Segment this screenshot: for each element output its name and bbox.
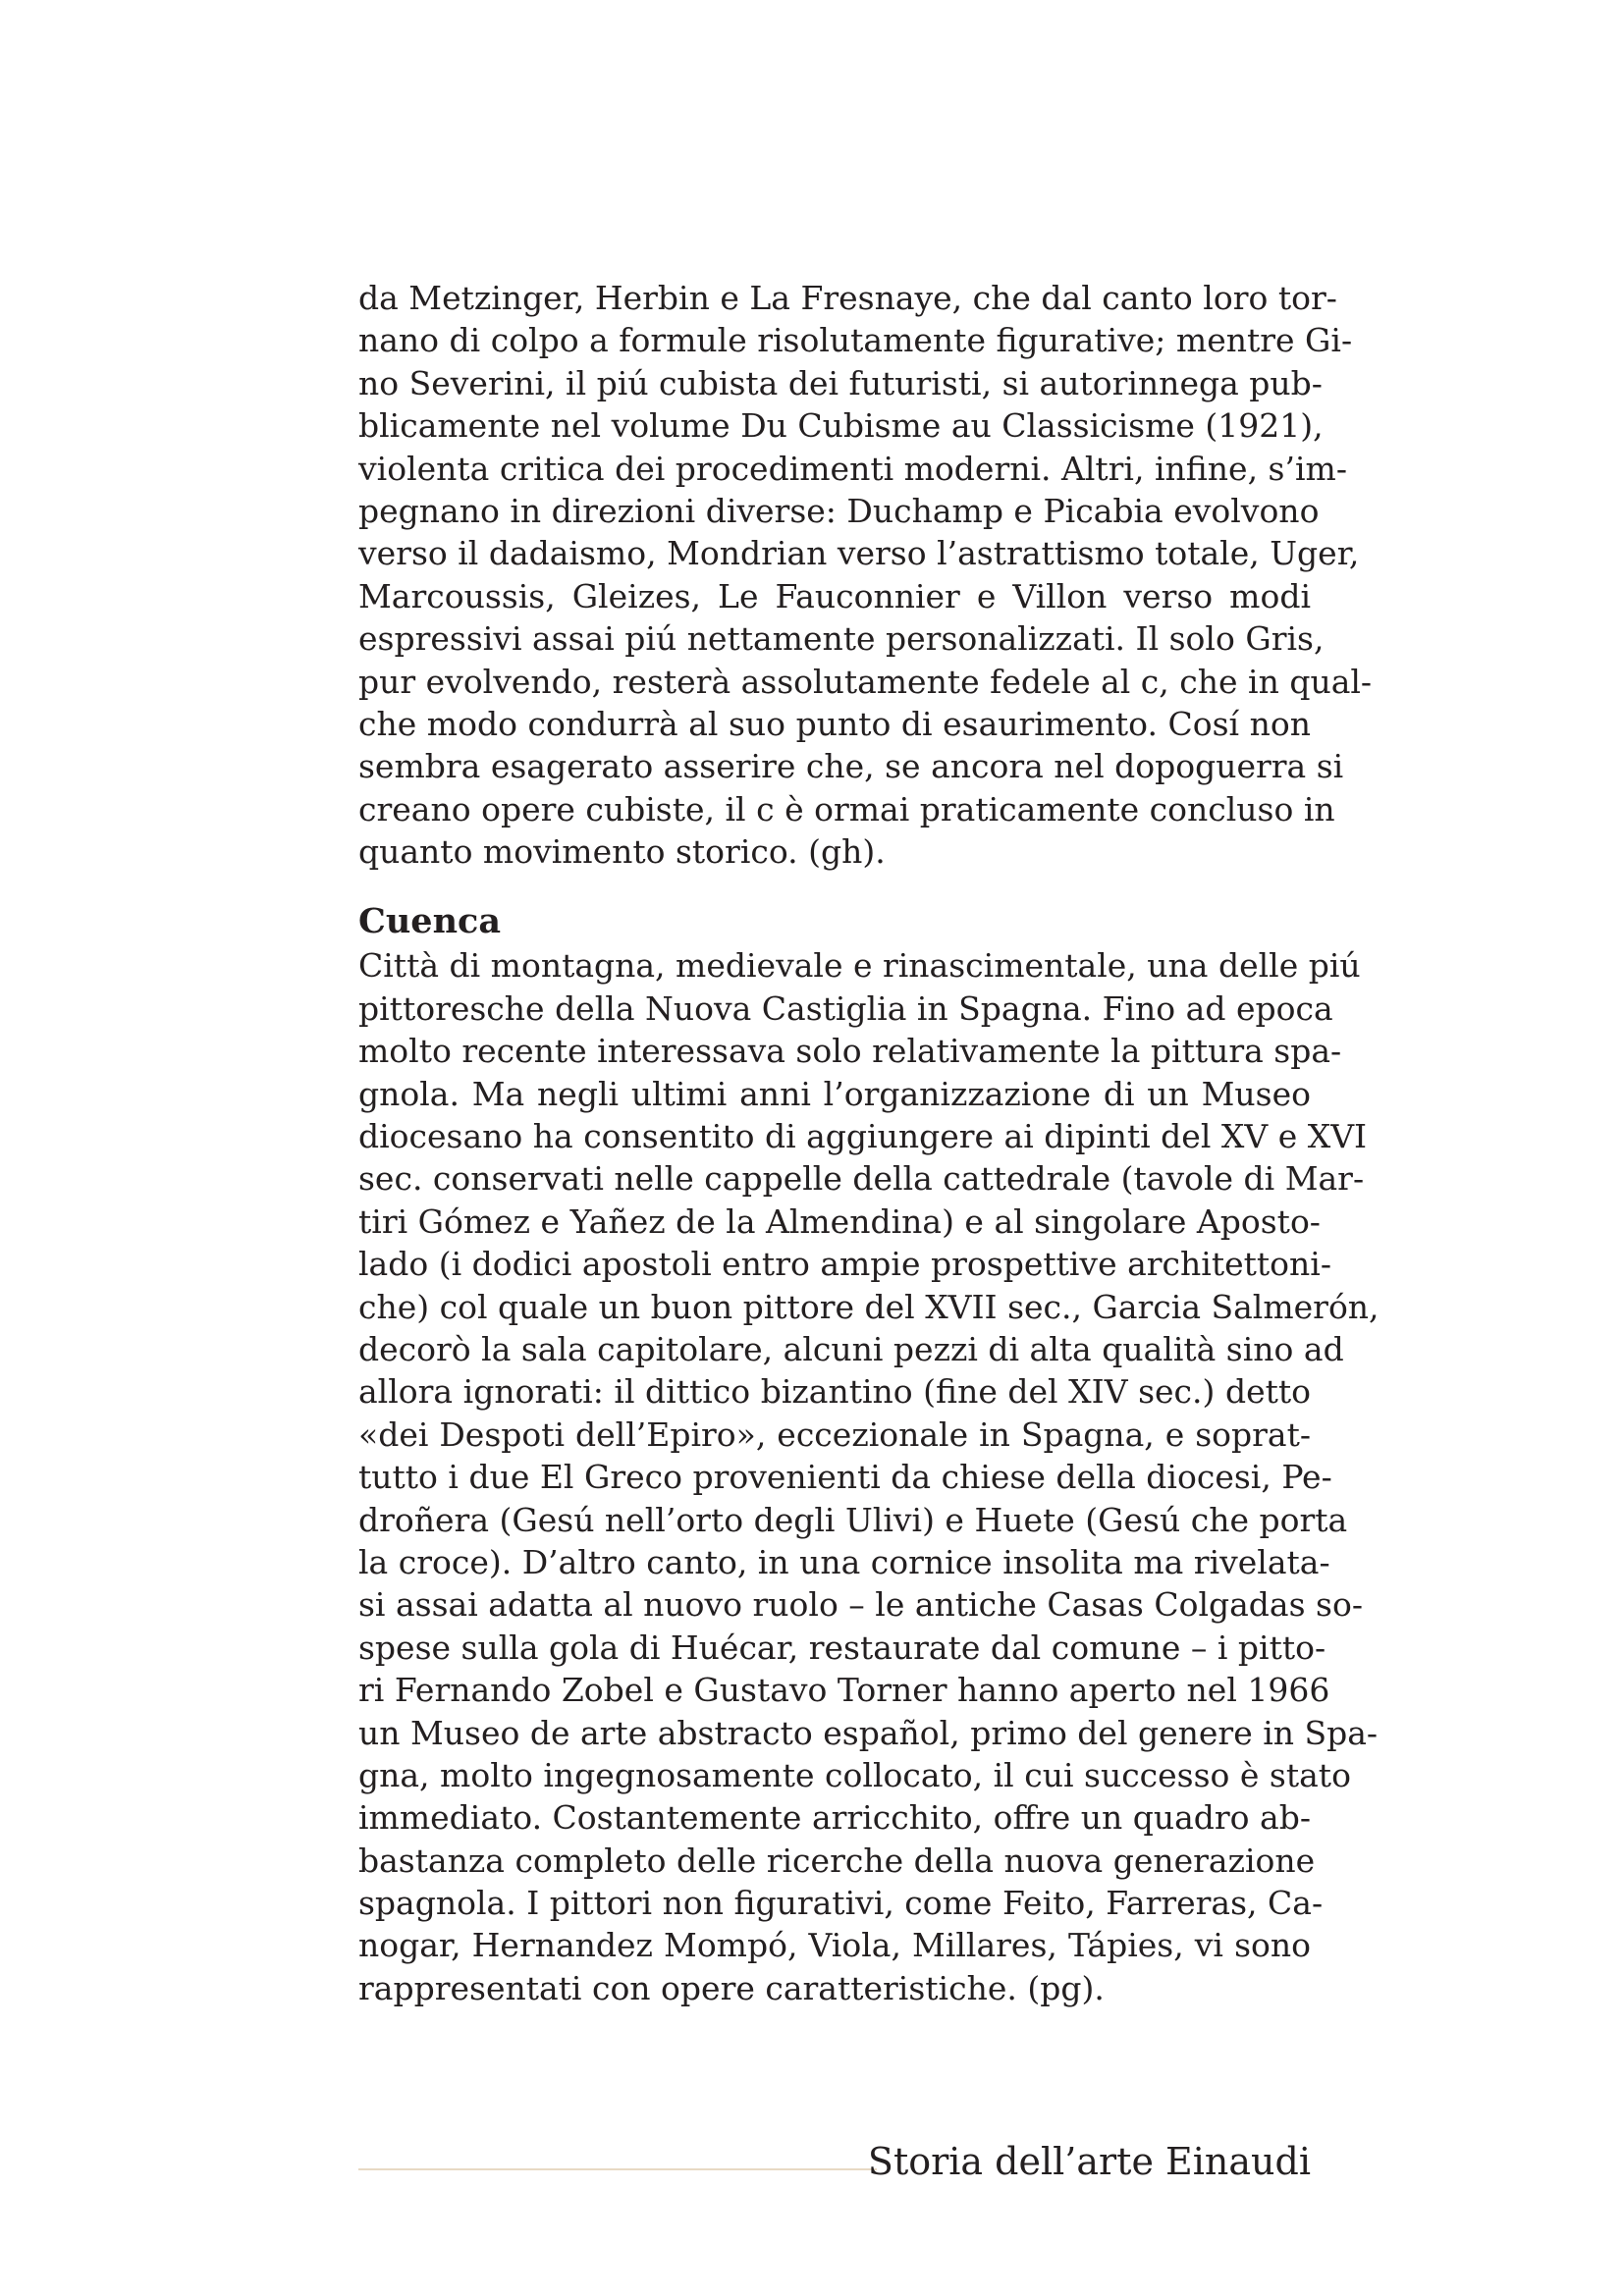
text-line: espressivi assai piú nettamente personalizzati. Il solo Gris, xyxy=(358,619,1325,659)
text-line: blicamente nel volume Du Cubisme au Classicisme (1921), xyxy=(358,406,1324,446)
text-line: violenta critica dei procedimenti moderni. Altri, infine, s’im- xyxy=(358,449,1347,488)
entry-continuation xyxy=(358,277,1373,873)
text-line: tutto i due El Greco provenienti da chiese della diocesi, Pe- xyxy=(358,1458,1332,1497)
text-line: nogar, Hernandez Mompó, Viola, Millares, Tápies, vi sono xyxy=(358,1926,1311,1965)
text-line: un Museo de arte abstracto español, primo del genere in Spa- xyxy=(358,1713,1379,1752)
text-line: spese sulla gola di Huécar, restaurate dal comune – i pitto- xyxy=(358,1628,1326,1667)
text-line: pur evolvendo, resterà assolutamente fedele al c, che in qual- xyxy=(358,662,1373,701)
text-line: gna, molto ingegnosamente collocato, il cui successo è stato xyxy=(358,1755,1351,1794)
text-line: che modo condurrà al suo punto di esaurimento. Cosí non xyxy=(358,704,1311,743)
text-line: pittoresche della Nuova Castiglia in Spagna. Fino ad epoca xyxy=(358,988,1333,1028)
text-line: gnola. Ma negli ultimi anni l’organizzazione di un Museo xyxy=(358,1074,1311,1113)
text-line: molto recente interessava solo relativamente la pittura spa- xyxy=(358,1032,1342,1071)
text-line: la croce). D’altro canto, in una cornice insolita ma rivelata- xyxy=(358,1542,1330,1581)
text-line: sec. conservati nelle cappelle della cattedrale (tavole di Mar- xyxy=(358,1159,1365,1199)
footer-title: Storia dell’arte Einaudi xyxy=(867,2140,1311,2183)
text-line: verso il dadaismo, Mondrian verso l’astrattismo totale, Uger, xyxy=(358,534,1360,573)
text-line: lado (i dodici apostoli entro ampie prospettive architettoni- xyxy=(358,1245,1331,1284)
text-line: tiri Gómez e Yañez de la Almendina) e al singolare Aposto- xyxy=(358,1201,1321,1241)
text-line: decorò la sala capitolare, alcuni pezzi di alta qualità sino ad xyxy=(358,1329,1344,1368)
text-line: nano di colpo a formule risolutamente figurative; mentre Gi- xyxy=(358,321,1353,360)
text-line: che) col quale un buon pittore del XVII sec., Garcia Salmerón, xyxy=(358,1287,1380,1326)
entry-cuenca-body xyxy=(358,944,1380,2009)
text-line: immediato. Costantemente arricchito, offre un quadro ab- xyxy=(358,1798,1311,1838)
text-line: droñera (Gesú nell’orto degli Ulivi) e Huete (Gesú che porta xyxy=(358,1500,1348,1539)
text-line: creano opere cubiste, il c è ormai praticamente concluso in xyxy=(358,789,1335,828)
text-line: «dei Despoti dell’Epiro», eccezionale in Spagna, e soprat- xyxy=(358,1415,1311,1454)
footer-rule xyxy=(358,2168,877,2170)
text-line: quanto movimento storico. (gh). xyxy=(358,832,886,872)
text-line: sembra esagerato asserire che, se ancora nel dopoguerra si xyxy=(358,747,1344,786)
text-line: spagnola. I pittori non figurativi, come Feito, Farreras, Ca- xyxy=(358,1884,1324,1923)
text-line: no Severini, il piú cubista dei futuristi, si autorinnega pub- xyxy=(358,363,1323,402)
text-line: bastanza completo delle ricerche della nuova generazione xyxy=(358,1841,1316,1880)
text-line: si assai adatta al nuovo ruolo – le antiche Casas Colgadas so- xyxy=(358,1585,1363,1625)
text-line: diocesano ha consentito di aggiungere ai dipinti del XV e XVI xyxy=(358,1117,1368,1156)
text-column xyxy=(358,277,1380,2009)
text-line: allora ignorati: il dittico bizantino (fine del XIV sec.) detto xyxy=(358,1372,1311,1412)
text-line: pegnano in direzioni diverse: Duchamp e Picabia evolvono xyxy=(358,491,1320,530)
text-line: da Metzinger, Herbin e La Fresnaye, che dal canto loro tor- xyxy=(358,279,1337,317)
entry-heading: Cuenca xyxy=(358,901,502,942)
text-line: Marcoussis, Gleizes, Le Fauconnier e Villon verso modi xyxy=(358,576,1311,615)
text-line: rappresentati con opere caratteristiche. (pg). xyxy=(358,1968,1105,2007)
text-line: ri Fernando Zobel e Gustavo Torner hanno aperto nel 1966 xyxy=(358,1671,1330,1710)
text-line: Città di montagna, medievale e rinascimentale, una delle piú xyxy=(358,946,1361,986)
